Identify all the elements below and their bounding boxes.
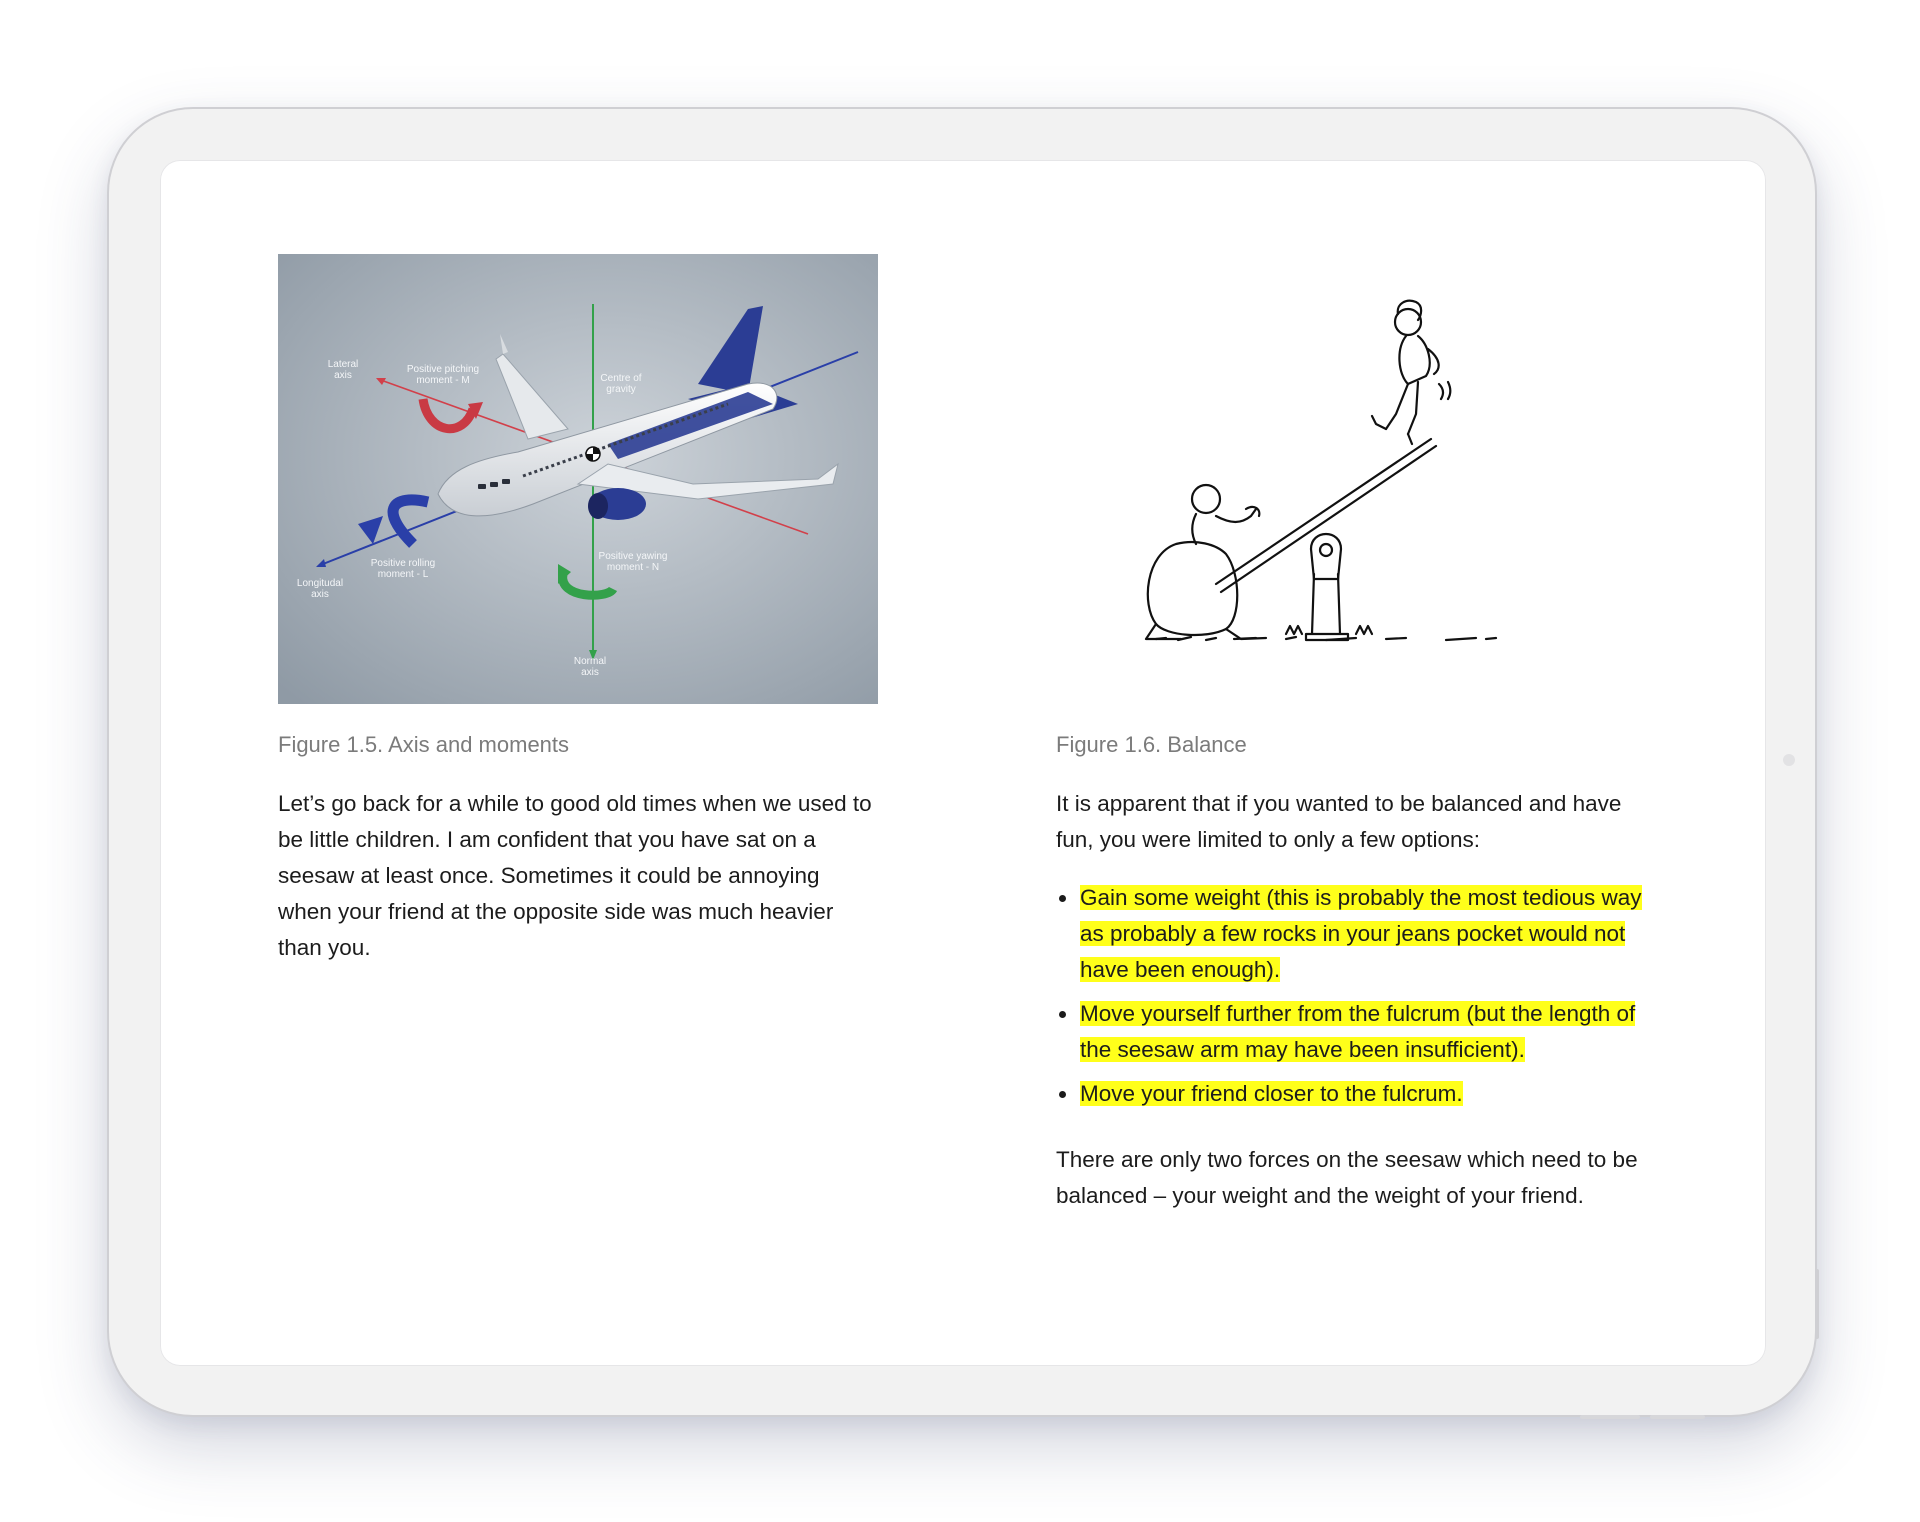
seesaw-balance-figure[interactable] bbox=[1056, 254, 1656, 704]
outro-paragraph: There are only two forces on the seesaw which need to be balanced – your weight and the weight of your friend. bbox=[1056, 1147, 1638, 1208]
left-column bbox=[278, 254, 878, 966]
right-column bbox=[1056, 254, 1656, 1214]
body-paragraph: Let’s go back for a while to good old times when we used to be little children. I am confident that you have sat on a seesaw at least once. Sometimes it could be annoying when your friend at the opposite side was much heavier than you. bbox=[278, 791, 872, 960]
airplane-axes-figure[interactable] bbox=[278, 254, 878, 704]
label-yawing-moment: Positive yawing bbox=[598, 551, 668, 562]
figure-caption: Figure 1.6. Balance bbox=[1056, 732, 1247, 757]
label-rolling-moment: moment - L bbox=[377, 569, 429, 580]
label-normal-axis: axis bbox=[581, 667, 599, 678]
label-lateral-axis: axis bbox=[334, 370, 352, 381]
figure-caption: Figure 1.5. Axis and moments bbox=[278, 732, 570, 757]
label-centre-of-gravity: Centre of bbox=[600, 373, 642, 384]
tablet-volume-button bbox=[1580, 1415, 1640, 1419]
intro-paragraph: It is apparent that if you wanted to be balanced and have fun, you were limited to only a few options: bbox=[1056, 791, 1622, 852]
book-page-spread bbox=[160, 160, 1766, 1366]
tablet-side-button bbox=[1815, 1269, 1819, 1339]
label-pitching-moment: moment - M bbox=[416, 375, 470, 386]
label-centre-of-gravity: gravity bbox=[606, 384, 636, 395]
tablet-camera-dot bbox=[1783, 754, 1795, 766]
tablet-volume-button bbox=[1650, 1415, 1705, 1419]
label-pitching-moment: Positive pitching bbox=[406, 364, 480, 375]
highlighted-text[interactable]: Move your friend closer to the fulcrum. bbox=[1080, 1081, 1463, 1106]
list-item bbox=[1080, 1076, 1656, 1112]
options-list bbox=[1056, 880, 1656, 1112]
label-yawing-moment: moment - N bbox=[606, 562, 660, 573]
label-rolling-moment: Positive rolling bbox=[370, 558, 436, 569]
label-normal-axis: Normal bbox=[573, 656, 607, 667]
label-lateral-axis: Lateral bbox=[327, 359, 359, 370]
list-item bbox=[1080, 996, 1656, 1068]
highlighted-text[interactable]: Move yourself further from the fulcrum (but the length of the seesaw arm may have been insufficient). bbox=[1080, 1001, 1636, 1062]
label-longitudinal-axis: axis bbox=[311, 589, 329, 600]
label-longitudinal-axis: Longitudal bbox=[296, 578, 344, 589]
list-item bbox=[1080, 880, 1656, 988]
highlighted-text[interactable]: Gain some weight (this is probably the most tedious way as probably a few rocks in your jeans pocket would not have been enough). bbox=[1080, 885, 1642, 982]
